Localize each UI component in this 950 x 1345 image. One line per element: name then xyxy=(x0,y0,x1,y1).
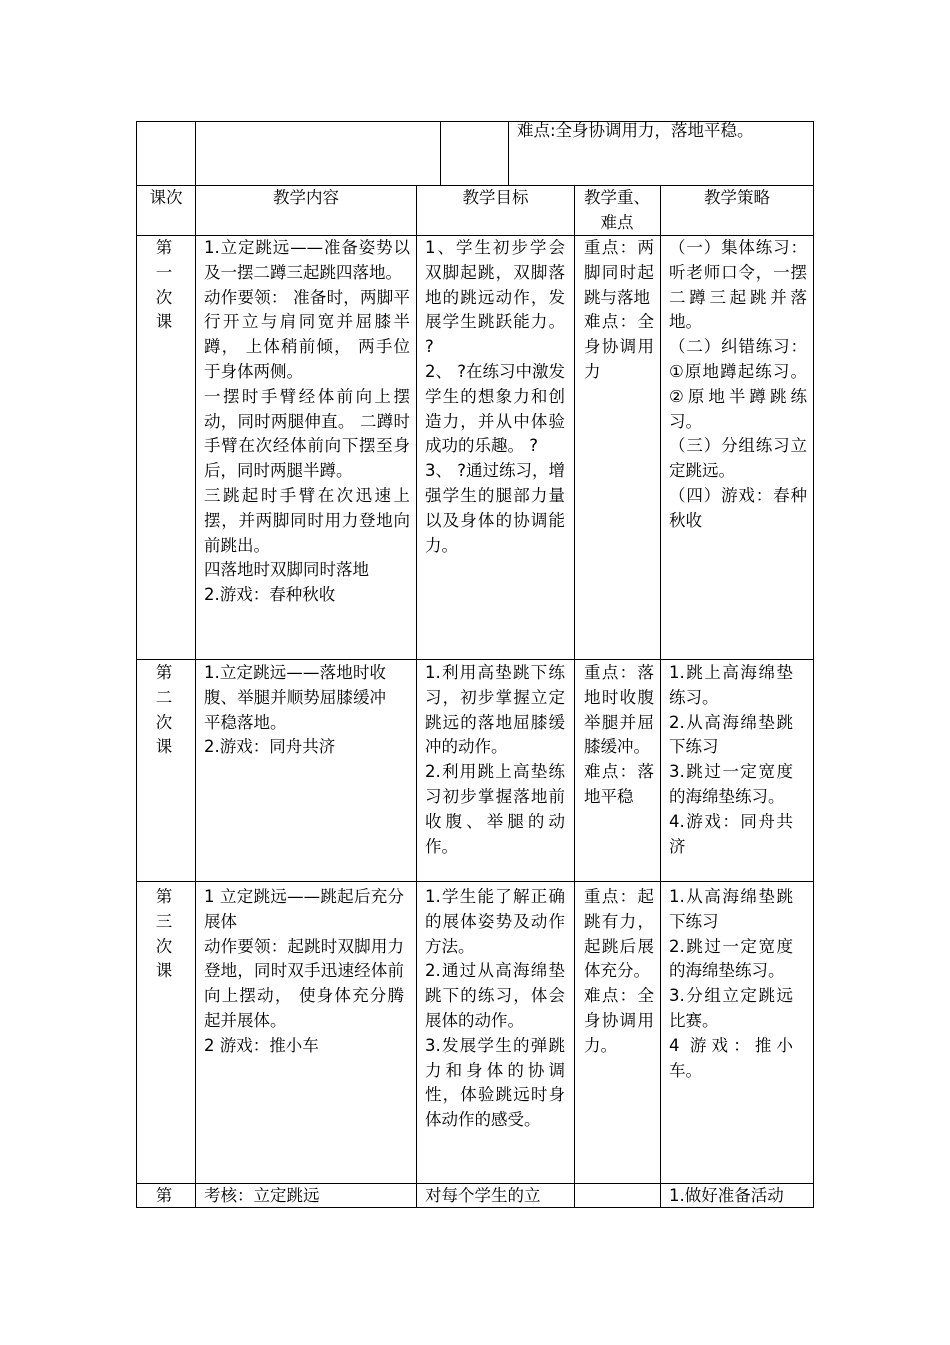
row1-content-line: 动作要领： 准备时，两脚平行开立与肩同宽并屈膝半蹲， 上体稍前倾， 两手位于身体两侧。 xyxy=(204,287,410,381)
row1-content-line: 一摆时手臂经体前向上摆动，同时两腿伸直。 二蹲时手臂在次经体前向下摆至身后，同时两腿半蹲。 xyxy=(204,386,410,481)
col-divider-key xyxy=(660,185,661,1208)
row3-strategy-line: 2.跳过一定宽度的海绵垫练习。 xyxy=(669,936,793,981)
col-divider-goal xyxy=(574,185,575,1208)
row3-key-line: 重点：起跳有力，起跳后展体充分。 xyxy=(584,887,654,981)
row2-content-line: 1.立定跳远——落地时收腹、举腿并顺势屈膝缓冲平稳落地。 xyxy=(204,663,386,732)
header-lesson: 课次 xyxy=(149,188,183,207)
row3-content-line: 2 游戏：推小车 xyxy=(204,1035,319,1055)
row3-strategy-line: 1.从高海绵垫跳下练习 xyxy=(669,887,793,931)
table-left-border xyxy=(136,121,137,1208)
row4-strategy: 1.做好准备活动 xyxy=(669,1186,784,1205)
row1-key-line: 难点：全身协调用力 xyxy=(584,312,654,381)
row4-content: 考核：立定跳远 xyxy=(204,1186,320,1205)
row1-strategy-line: （二）纠错练习：①原地蹲起练习。②原地半蹲跳练习。 xyxy=(669,337,807,431)
row3-key-line: 难点：全身协调用力。 xyxy=(584,986,654,1055)
row3-strategy-line: 4 游戏：推小车。 xyxy=(669,1035,793,1080)
row2-goal-line: 1.利用高垫跳下练习，初步掌握立定跳远的落地屈膝缓冲的动作。 xyxy=(425,663,565,757)
row2-strategy-line: 1.跳上高海绵垫练习。 xyxy=(669,663,793,707)
row1-strategy xyxy=(669,236,807,534)
row1-goal-line: 2、 ?在练习中激发学生的想象力和创造力，并从中体验成功的乐趣。 ? xyxy=(425,361,566,456)
row3-content-line: 动作要领：起跳时双脚用力登地，同时双手迅速经体前向上摆动， 使身体充分腾起并展体。 xyxy=(204,936,404,1030)
row1-goal-line: 3、 ?通过练习，增强学生的腿部力量以及身体的协调能力。 xyxy=(425,461,566,555)
row1-content-line: 三跳起时手臂在次迅速上摆，并两脚同时用力登地向前跳出。 xyxy=(204,485,410,555)
row2-strategy-line: 4.游戏：同舟共济 xyxy=(669,811,793,856)
row2-strategy xyxy=(669,661,793,859)
row2-content xyxy=(204,661,386,760)
row3-goal-line: 1.学生能了解正确的展体姿势及动作方法。 xyxy=(425,887,565,956)
header-key-difficulty: 教学重、难点 xyxy=(584,188,650,232)
row1-lesson: 第一次课 xyxy=(155,238,173,332)
row2-bottom-border xyxy=(136,881,814,882)
row3-content xyxy=(204,885,404,1059)
row1-key xyxy=(584,236,654,385)
top-row-difficulty: 难点:全身协调用力，落地平稳。 xyxy=(517,121,754,140)
row3-goal-line: 3.发展学生的弹跳力和身体的协调性，体验跳远时身体动作的感受。 xyxy=(425,1035,565,1130)
row3-lesson: 第三次课 xyxy=(155,887,173,981)
row2-lesson: 第二次课 xyxy=(155,663,173,757)
row1-content-line: 1.立定跳远——准备姿势以及一摆二蹲三起跳四落地。 xyxy=(204,238,410,282)
header-content: 教学内容 xyxy=(273,188,339,207)
row2-key xyxy=(584,661,654,810)
row2-key-line: 重点：落地时收腹举腿并屈膝缓冲。 xyxy=(584,663,654,757)
col-divider-lesson xyxy=(195,185,196,1208)
row2-key-line: 难点：落地平稳 xyxy=(584,762,654,806)
row3-goal-line: 2.通过从高海绵垫跳下的练习，体会展体的动作。 xyxy=(425,961,565,1030)
row4-goal: 对每个学生的立 xyxy=(425,1186,541,1205)
row4-lesson: 第 xyxy=(155,1186,173,1205)
row1-goal xyxy=(425,236,565,558)
table-right-border xyxy=(813,121,814,1208)
row1-bottom-border xyxy=(136,659,814,660)
row1-key-line: 重点：两脚同时起跳与落地 xyxy=(584,238,654,307)
row1-strategy-line: （一）集体练习：听老师口令，一摆二蹲三起跳并落地。 xyxy=(669,238,807,332)
row2-goal-line: 2.利用跳上高垫练习初步掌握落地前收腹、举腿的动作。 xyxy=(425,762,565,856)
col-divider-content xyxy=(416,185,417,1208)
row1-goal-line: 1、学生初步学会双脚起跳，双脚落地的跳远动作，发展学生跳跃能力。 ? xyxy=(425,238,565,357)
row2-strategy-line: 3.跳过一定宽度的海绵垫练习。 xyxy=(669,762,793,806)
row1-strategy-line: （四）游戏：春种秋收 xyxy=(669,485,807,530)
row2-strategy-line: 2.从高海绵垫跳下练习 xyxy=(669,712,793,757)
row3-strategy-line: 3.分组立定跳远比赛。 xyxy=(669,986,793,1030)
top-row-divider-3 xyxy=(508,121,509,186)
row1-content-line: 2.游戏：春种秋收 xyxy=(204,585,336,605)
row1-strategy-line: （三）分组练习立定跳远。 xyxy=(669,436,807,481)
row3-strategy xyxy=(669,885,793,1083)
row2-content-line: 2.游戏：同舟共济 xyxy=(204,737,336,757)
row3-content-line: 1 立定跳远——跳起后充分展体 xyxy=(204,887,404,931)
top-row-divider-2 xyxy=(440,121,441,186)
row3-goal xyxy=(425,885,565,1133)
row1-content xyxy=(204,236,410,608)
row2-goal xyxy=(425,661,565,859)
row1-content-line: 四落地时双脚同时落地 xyxy=(204,560,369,580)
top-row-divider-1 xyxy=(195,121,196,186)
header-strategy: 教学策略 xyxy=(704,188,770,207)
header-goal: 教学目标 xyxy=(462,188,529,207)
row3-key xyxy=(584,885,654,1059)
